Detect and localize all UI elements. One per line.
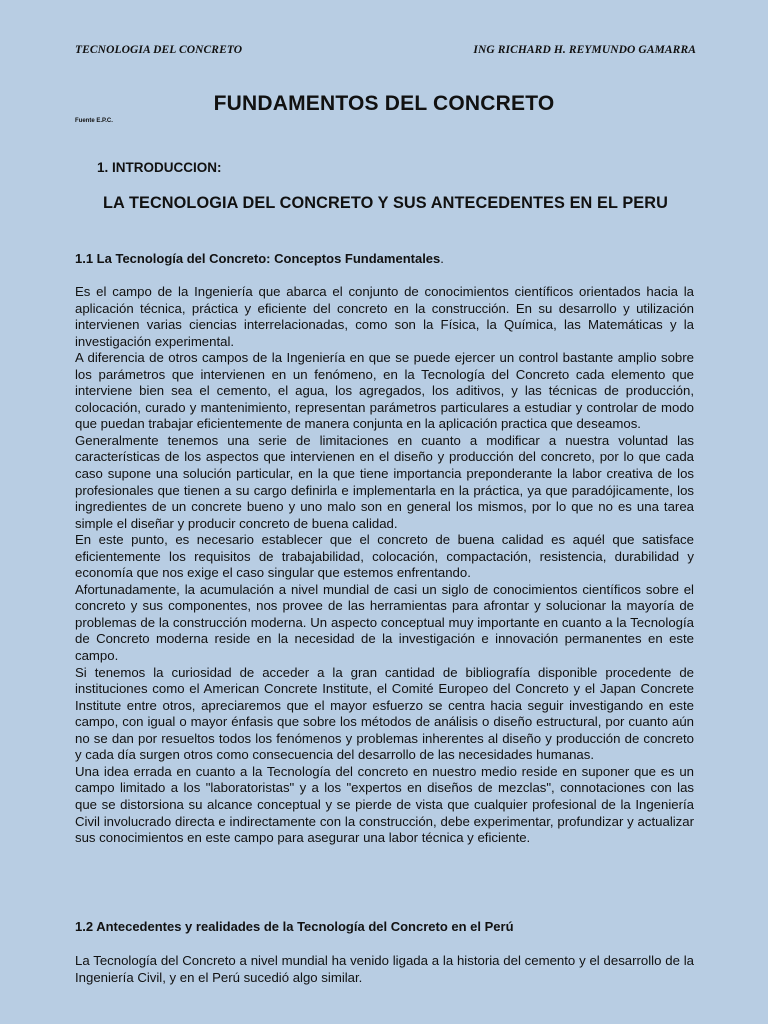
chapter-subtitle: LA TECNOLOGIA DEL CONCRETO Y SUS ANTECEDENTES EN EL PERU <box>103 194 668 212</box>
paragraph: Una idea errada en cuanto a la Tecnología del concreto en nuestro medio reside en suponer que es un campo limitado a los "laboratoristas" y a los "expertos en diseños de mezclas", connotaciones con las que se distorsiona su alcance conceptual y se pierde de vista que cualquier profesional de la Ingeniería Civil involucrado directa e indirectamente con la construcción, debe experimentar, profundizar y actualizar sus conocimientos en este campo para asegurar una labor técnica y eficiente. <box>75 763 694 846</box>
section-heading: 1. INTRODUCCION: <box>97 160 222 175</box>
subsection-1-2-body <box>75 953 694 986</box>
paragraph: Generalmente tenemos una serie de limitaciones en cuanto a modificar a nuestra voluntad las características de los aspectos que intervienen en el diseño y producción del concreto, por lo que cada caso supone una solución particular, en la que tiene importancia preponderante la labor creativa de los profesionales que tienen a su cargo definirla e implementarla en la práctica, ya que paradójicamente, los ingredientes de un concrete bueno y uno malo son en general los mismos, por lo que no es una tarea simple el diseñar y producir concreto de buena calidad. <box>75 432 694 531</box>
subsection-heading-1-2: 1.2 Antecedentes y realidades de la Tecnología del Concreto en el Perú <box>75 919 514 934</box>
paragraph: Afortunadamente, la acumulación a nivel mundial de casi un siglo de conocimientos científicos sobre el concreto y sus componentes, nos provee de las herramientas para afrontar y solucionar la mayoría de problemas de la construcción moderna. Un aspecto conceptual muy importante en cuanto a la Tecnología de Concreto moderna reside en la necesidad de la investigación e innovación permanentes en este campo. <box>75 581 694 664</box>
header-course-title: TECNOLOGIA DEL CONCRETO <box>75 44 243 56</box>
paragraph: Si tenemos la curiosidad de acceder a la gran cantidad de bibliografía disponible procedente de instituciones como el American Concrete Institute, el Comité Europeo del Concreto y el Japan Concrete Institute entre otros, apreciaremos que el mayor esfuerzo se centra hacia seguir investigando en este campo, con igual o mayor énfasis que sobre los métodos de análisis o diseño estructural, por cuanto aún no se dan por resueltos todos los fenómenos y problemas inherentes al diseño y producción de concreto y cada día surgen otros como consecuencia del desarrollo de las necesidades humanas. <box>75 664 694 763</box>
paragraph: A diferencia de otros campos de la Ingeniería en que se puede ejercer un control bastante amplio sobre los parámetros que intervienen en un fenómeno, en la Tecnología del Concreto cada elemento que interviene bien sea el cemento, el agua, los agregados, los aditivos, y las técnicas de producción, colocación, curado y mantenimiento, representan parámetros particulares a estudiar y controlar de modo que puedan trabajar eficientemente de manera conjunta en la aplicación practica que deseamos. <box>75 350 694 432</box>
subsection-heading-period: . <box>440 251 444 266</box>
subsection-heading-1-1 <box>75 251 444 266</box>
source-note: Fuente E.P.C. <box>75 118 113 124</box>
subsection-1-1-body <box>75 284 694 847</box>
document-title: FUNDAMENTOS DEL CONCRETO <box>213 92 555 115</box>
header-author: ING RICHARD H. REYMUNDO GAMARRA <box>473 44 696 56</box>
running-header <box>75 44 696 60</box>
paragraph: La Tecnología del Concreto a nivel mundial ha venido ligada a la historia del cemento y el desarrollo de la Ingeniería Civil, y en el Perú sucedió algo similar. <box>75 953 694 985</box>
paragraph: En este punto, es necesario establecer que el concreto de buena calidad es aquél que satisface eficientemente los requisitos de trabajabilidad, colocación, compactación, resistencia, durabilidad y economía que nos exige el caso singular que estemos enfrentando. <box>75 532 694 581</box>
subsection-heading-text: 1.1 La Tecnología del Concreto: Conceptos Fundamentales <box>75 251 441 266</box>
paragraph: Es el campo de la Ingeniería que abarca el conjunto de conocimientos científicos orientados hacia la aplicación técnica, práctica y eficiente del concreto en la construcción. En su desarrollo y utilización intervienen varias ciencias interrelacionadas, como son la Física, la Química, las Matemáticas y la investigación experimental. <box>75 284 694 349</box>
